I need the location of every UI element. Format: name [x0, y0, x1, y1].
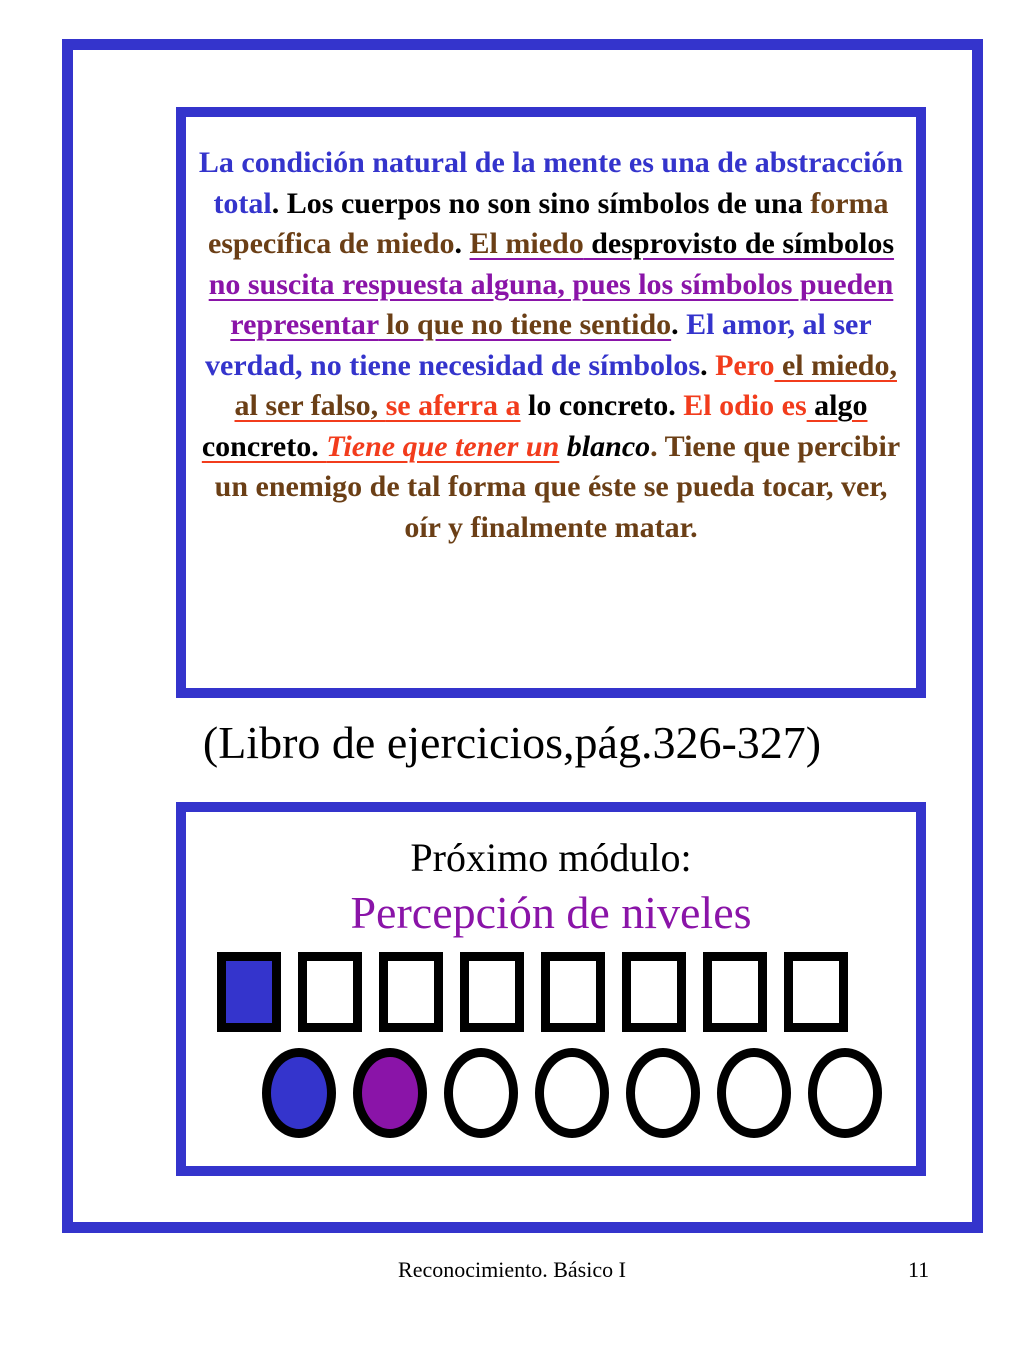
quote-segment-2: . Los cuerpos no son sino símbolos de una — [271, 186, 811, 220]
quote-segment-17: algo concreto. — [201, 389, 868, 463]
quote-segment-13: el miedo, al ser falso, — [234, 348, 897, 422]
footer-title: Reconocimiento. Básico I — [398, 1257, 626, 1282]
level-circle-4 — [535, 1048, 609, 1138]
level-square-5 — [541, 952, 605, 1032]
level-circle-2 — [353, 1048, 427, 1138]
page-number: 11 — [908, 1257, 930, 1282]
level-square-3 — [379, 952, 443, 1032]
quote-box — [176, 107, 926, 698]
level-circle-7 — [808, 1048, 882, 1138]
next-module-label: Próximo módulo: — [410, 835, 692, 880]
level-circle-3 — [444, 1048, 518, 1138]
quote-segment-6: desprovisto de símbolos — [583, 227, 895, 260]
quote-segment-5: El miedo — [469, 227, 584, 260]
level-square-7 — [703, 952, 767, 1032]
quote-segment-8: lo que no tiene sentido — [378, 308, 672, 341]
level-square-4 — [460, 952, 524, 1032]
next-module-title: Percepción de niveles — [350, 887, 752, 938]
level-squares — [217, 952, 867, 1032]
level-circles — [262, 1048, 902, 1148]
level-square-2 — [298, 952, 362, 1032]
quote-segment-15: lo concreto. — [520, 389, 684, 422]
level-square-6 — [622, 952, 686, 1032]
quote-segment-4: . — [454, 227, 470, 260]
quote-segment-20: . Tiene que percibir un enemigo de tal forma que éste se pueda tocar, ver, oír y finalmente matar. — [214, 429, 901, 544]
quote-segment-12: Pero — [715, 348, 775, 382]
quote-segment-16: El odio es — [683, 389, 807, 422]
quote-segment-18: Tiene que tener un — [326, 429, 560, 463]
quote-segment-19: blanco — [559, 429, 651, 463]
level-circle-1 — [262, 1048, 336, 1138]
quote-segment-10: El amor, al ser verdad, no tiene necesidad de símbolos — [205, 308, 872, 382]
quote-segment-1: La condición natural de la mente es una de abstracción total — [198, 146, 904, 220]
quote-segment-3: forma específica de miedo — [207, 186, 889, 260]
level-square-1 — [217, 952, 281, 1032]
quote-segment-7: no suscita respuesta alguna, pues los símbolos pueden representar — [208, 267, 894, 341]
quote-segment-9: . — [671, 308, 687, 341]
quote-segment-11: . — [700, 348, 716, 382]
next-module-box — [176, 802, 926, 1176]
quote-text — [198, 143, 904, 548]
level-circle-6 — [717, 1048, 791, 1138]
quote-segment-14: se aferra a — [385, 389, 521, 422]
level-circle-5 — [626, 1048, 700, 1138]
level-square-8 — [784, 952, 848, 1032]
book-reference: (Libro de ejercicios,pág.326-327) — [202, 717, 822, 768]
